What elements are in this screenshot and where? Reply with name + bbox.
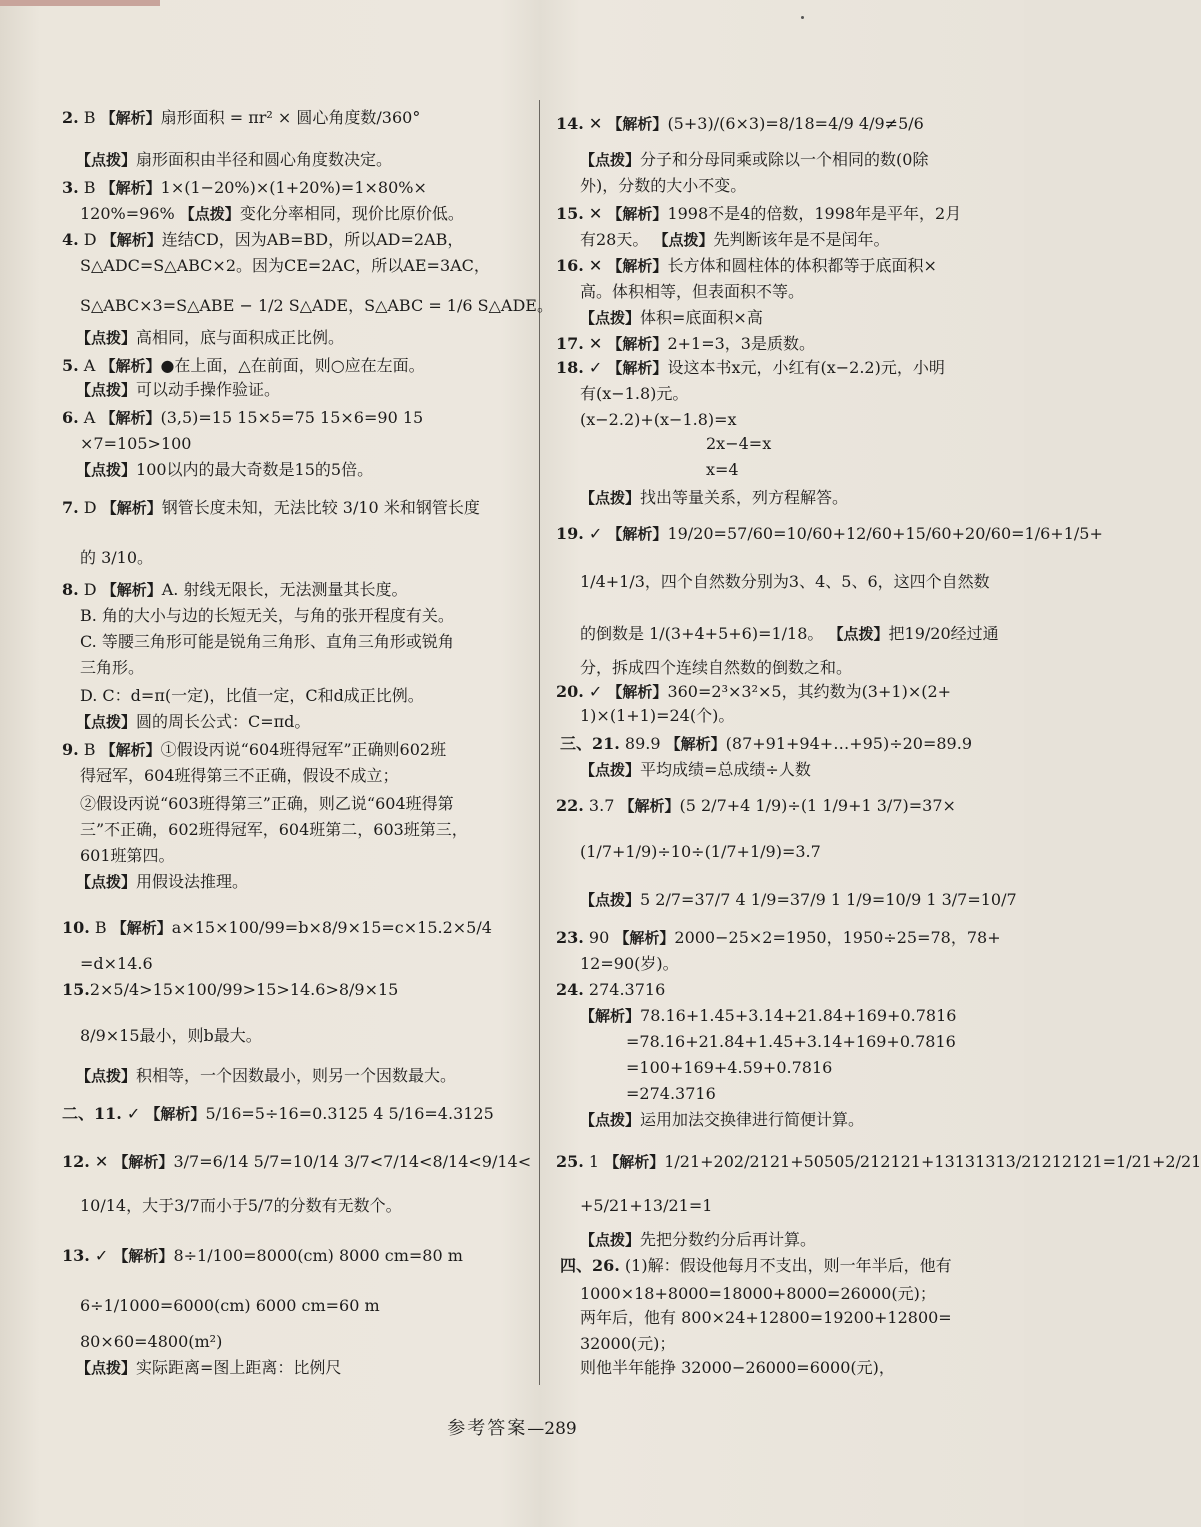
right-line: 【解析】78.16+1.45+3.14+21.84+169+0.7816	[580, 1006, 957, 1025]
right-line: 外)，分数的大小不变。	[580, 176, 747, 195]
right-line: 高。体积相等，但表面积不等。	[580, 282, 805, 301]
left-line: S△ADC=S△ABC×2。因为CE=2AC，所以AE=3AC，	[80, 256, 490, 275]
right-line: 【点拨】找出等量关系，列方程解答。	[580, 488, 849, 507]
left-line: =d×14.6	[80, 954, 153, 973]
left-line: 15.2×5/4>15×100/99>15>14.6>8/9×15	[62, 980, 399, 999]
page-number: —289	[527, 1419, 577, 1439]
right-line: 22. 3.7 【解析】(5 2/7+4 1/9)÷(1 1/9+1 3/7)=37×	[556, 796, 956, 815]
left-line: 【点拨】可以动手操作验证。	[76, 380, 281, 399]
right-line: 1/4+1/3，四个自然数分别为3、4、5、6，这四个自然数	[580, 572, 990, 591]
right-line: 23. 90 【解析】2000−25×2=1950，1950÷25=78，78+	[556, 928, 1001, 947]
right-line: 1000×18+8000=18000+8000=26000(元)；	[580, 1284, 936, 1303]
left-line: 4. D 【解析】连结CD，因为AB=BD，所以AD=2AB，	[62, 230, 464, 249]
right-line: 15. ✕ 【解析】1998不是4的倍数，1998年是平年，2月	[556, 204, 962, 223]
right-line: 17. ✕ 【解析】2+1=3，3是质数。	[556, 334, 815, 353]
speck	[801, 16, 804, 19]
right-line: 32000(元)；	[580, 1334, 676, 1353]
right-line: =78.16+21.84+1.45+3.14+169+0.7816	[626, 1032, 956, 1051]
left-line: B. 角的大小与边的长短无关，与角的张开程度有关。	[80, 606, 454, 625]
left-line: 6. A 【解析】(3,5)=15 15×5=75 15×6=90 15	[62, 408, 424, 427]
left-line: 8. D 【解析】A. 射线无限长，无法测量其长度。	[62, 580, 408, 599]
left-line: 三”不正确，602班得冠军，604班第二，603班第三，	[80, 820, 468, 839]
left-line: D. C：d=π(一定)，比值一定，C和d成正比例。	[80, 686, 424, 705]
right-line: 18. ✓ 【解析】设这本书x元，小红有(x−2.2)元，小明	[556, 358, 945, 377]
right-line: 19. ✓ 【解析】19/20=57/60=10/60+12/60+15/60+20/60=1/6+1/5+	[556, 524, 1103, 543]
left-line: 13. ✓ 【解析】8÷1/100=8000(cm) 8000 cm=80 m	[62, 1246, 463, 1265]
right-line: =274.3716	[626, 1084, 716, 1103]
left-line: 120%=96% 【点拨】变化分率相同，现价比原价低。	[80, 204, 464, 223]
page-footer	[0, 1414, 1024, 1440]
left-line: 3. B 【解析】1×(1−20%)×(1+20%)=1×80%×	[62, 178, 427, 197]
left-line: 【点拨】高相同，底与面积成正比例。	[76, 328, 345, 347]
right-line: =100+169+4.59+0.7816	[626, 1058, 833, 1077]
left-line: 三角形。	[80, 658, 145, 677]
right-line: 25. 1 【解析】1/21+202/2121+50505/212121+13131313/21212121=1/21+2/21	[556, 1152, 1201, 1171]
right-line: +5/21+13/21=1	[580, 1196, 713, 1215]
right-line: (1/7+1/9)÷10÷(1/7+1/9)=3.7	[580, 842, 821, 861]
right-line: 有(x−1.8)元。	[580, 384, 689, 403]
left-line: 9. B 【解析】①假设丙说“604班得冠军”正确则602班	[62, 740, 447, 759]
left-line: 的 3/10。	[80, 548, 154, 567]
footer-label: 参考答案	[447, 1418, 528, 1439]
left-line: 得冠军，604班得第三不正确，假设不成立；	[80, 766, 399, 785]
right-line: 则他半年能挣 32000−26000=6000(元)，	[580, 1358, 895, 1377]
left-line: 【点拨】100以内的最大奇数是15的5倍。	[76, 460, 374, 479]
left-line: 6÷1/1000=6000(cm) 6000 cm=60 m	[80, 1296, 380, 1315]
left-line: 10. B 【解析】a×15×100/99=b×8/9×15=c×15.2×5/4	[62, 918, 492, 937]
left-line: 【点拨】积相等，一个因数最小，则另一个因数最大。	[76, 1066, 457, 1085]
right-line: 【点拨】5 2/7=37/7 4 1/9=37/9 1 1/9=10/9 1 3/7=10/7	[580, 890, 1017, 909]
left-line: 10/14，大于3/7而小于5/7的分数有无数个。	[80, 1196, 402, 1215]
right-line: x=4	[706, 460, 739, 479]
right-line: 20. ✓ 【解析】360=2³×3²×5，其约数为(3+1)×(2+	[556, 682, 952, 701]
left-line: 【点拨】圆的周长公式：C=πd。	[76, 712, 311, 731]
right-line: 两年后，他有 800×24+12800=19200+12800=	[580, 1308, 952, 1327]
right-line: 【点拨】体积=底面积×高	[580, 308, 763, 327]
left-line: 601班第四。	[80, 846, 175, 865]
right-line: 16. ✕ 【解析】长方体和圆柱体的体积都等于底面积×	[556, 256, 937, 275]
left-line: 7. D 【解析】钢管长度未知，无法比较 3/10 米和钢管长度	[62, 498, 480, 517]
right-line: 2x−4=x	[706, 434, 772, 453]
left-line: 8/9×15最小，则b最大。	[80, 1026, 262, 1045]
left-line: 80×60=4800(m²)	[80, 1332, 223, 1351]
left-line: 12. ✕ 【解析】3/7=6/14 5/7=10/14 3/7<7/14<8/14<9/14<	[62, 1152, 532, 1171]
left-line: ②假设丙说“603班得第三”正确，则乙说“604班得第	[80, 794, 454, 813]
left-line: 【点拨】扇形面积由半径和圆心角度数决定。	[76, 150, 393, 169]
right-line: 【点拨】分子和分母同乘或除以一个相同的数(0除	[580, 150, 929, 169]
left-line: S△ABC×3=S△ABE − 1/2 S△ADE，S△ABC = 1/6 S△ADE。	[80, 296, 553, 315]
left-line: 2. B 【解析】扇形面积 = πr² × 圆心角度数/360°	[62, 108, 421, 127]
column-divider	[539, 100, 540, 1385]
left-line: C. 等腰三角形可能是锐角三角形、直角三角形或锐角	[80, 632, 454, 651]
left-line: 【点拨】实际距离=图上距离：比例尺	[76, 1358, 342, 1377]
right-line: (x−2.2)+(x−1.8)=x	[580, 410, 737, 429]
right-line: 三、21. 89.9 【解析】(87+91+94+…+95)÷20=89.9	[560, 734, 972, 753]
right-line: 的倒数是 1/(3+4+5+6)=1/18。 【点拨】把19/20经过通	[580, 624, 999, 643]
right-line: 【点拨】平均成绩=总成绩÷人数	[580, 760, 811, 779]
left-line: 5. A 【解析】●在上面，△在前面，则○应在左面。	[62, 356, 425, 375]
right-line: 12=90(岁)。	[580, 954, 679, 973]
left-line: 二、11. ✓ 【解析】5/16=5÷16=0.3125 4 5/16=4.3125	[62, 1104, 494, 1123]
left-line: 【点拨】用假设法推理。	[76, 872, 249, 891]
corner-mark	[0, 0, 160, 6]
right-line: 24. 274.3716	[556, 980, 666, 999]
right-line: 有28天。 【点拨】先判断该年是不是闰年。	[580, 230, 890, 249]
right-line: 1)×(1+1)=24(个)。	[580, 706, 735, 725]
right-line: 14. ✕ 【解析】(5+3)/(6×3)=8/18=4/9 4/9≠5/6	[556, 114, 924, 133]
right-line: 【点拨】运用加法交换律进行简便计算。	[580, 1110, 865, 1129]
left-line: ×7=105>100	[80, 434, 192, 453]
right-line: 分，拆成四个连续自然数的倒数之和。	[580, 658, 853, 677]
right-line: 【点拨】先把分数约分后再计算。	[580, 1230, 817, 1249]
right-line: 四、26. (1)解：假设他每月不支出，则一年半后，他有	[560, 1256, 952, 1275]
